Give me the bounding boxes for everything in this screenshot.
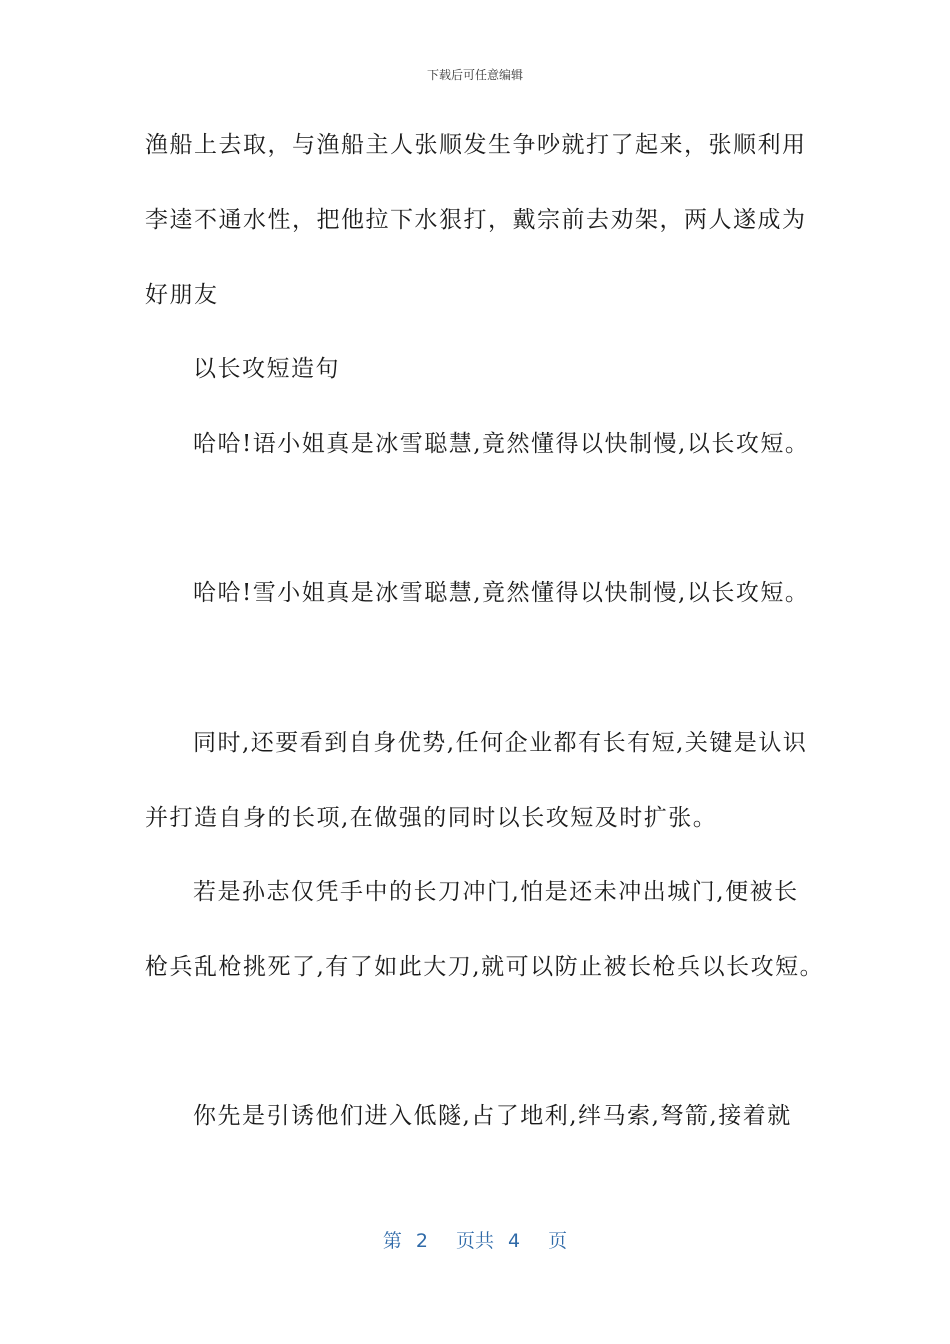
section-heading: 以长攻短造句 [193, 356, 340, 382]
example-sentence-3-line-1: 同时,还要看到自身优势,任何企业都有长有短,关键是认识 [193, 730, 808, 756]
example-sentence-3-line-2: 并打造自身的长项,在做强的同时以长攻短及时扩张。 [145, 805, 718, 831]
page-header: 下载后可任意编辑 [426, 68, 523, 82]
footer-suffix: 页 [548, 1230, 568, 1252]
body-line-2: 李逵不通水性，把他拉下水狠打，戴宗前去劝架，两人遂成为 [145, 207, 807, 233]
footer-prefix: 第 [382, 1230, 402, 1252]
body-line-1: 渔船上去取，与渔船主人张顺发生争吵就打了起来，张顺利用 [145, 132, 807, 158]
footer-total-pages: 4 [508, 1230, 521, 1252]
example-sentence-5-line-1: 你先是引诱他们进入低隧,占了地利,绊马索,弩箭,接着就 [193, 1103, 792, 1129]
example-sentence-1: 哈哈!语小姐真是冰雪聪慧,竟然懂得以快制慢,以长攻短。 [193, 431, 810, 457]
example-sentence-4-line-1: 若是孙志仅凭手中的长刀冲门,怕是还未冲出城门,便被长 [193, 879, 799, 905]
body-line-3: 好朋友 [145, 282, 219, 308]
footer-middle: 页共 [455, 1230, 494, 1252]
page-footer [0, 1226, 950, 1253]
example-sentence-4-line-2: 枪兵乱枪挑死了,有了如此大刀,就可以防止被长枪兵以长攻短。 [145, 954, 825, 980]
footer-current-page: 2 [415, 1230, 428, 1252]
example-sentence-2: 哈哈!雪小姐真是冰雪聪慧,竟然懂得以快制慢,以长攻短。 [193, 580, 810, 606]
